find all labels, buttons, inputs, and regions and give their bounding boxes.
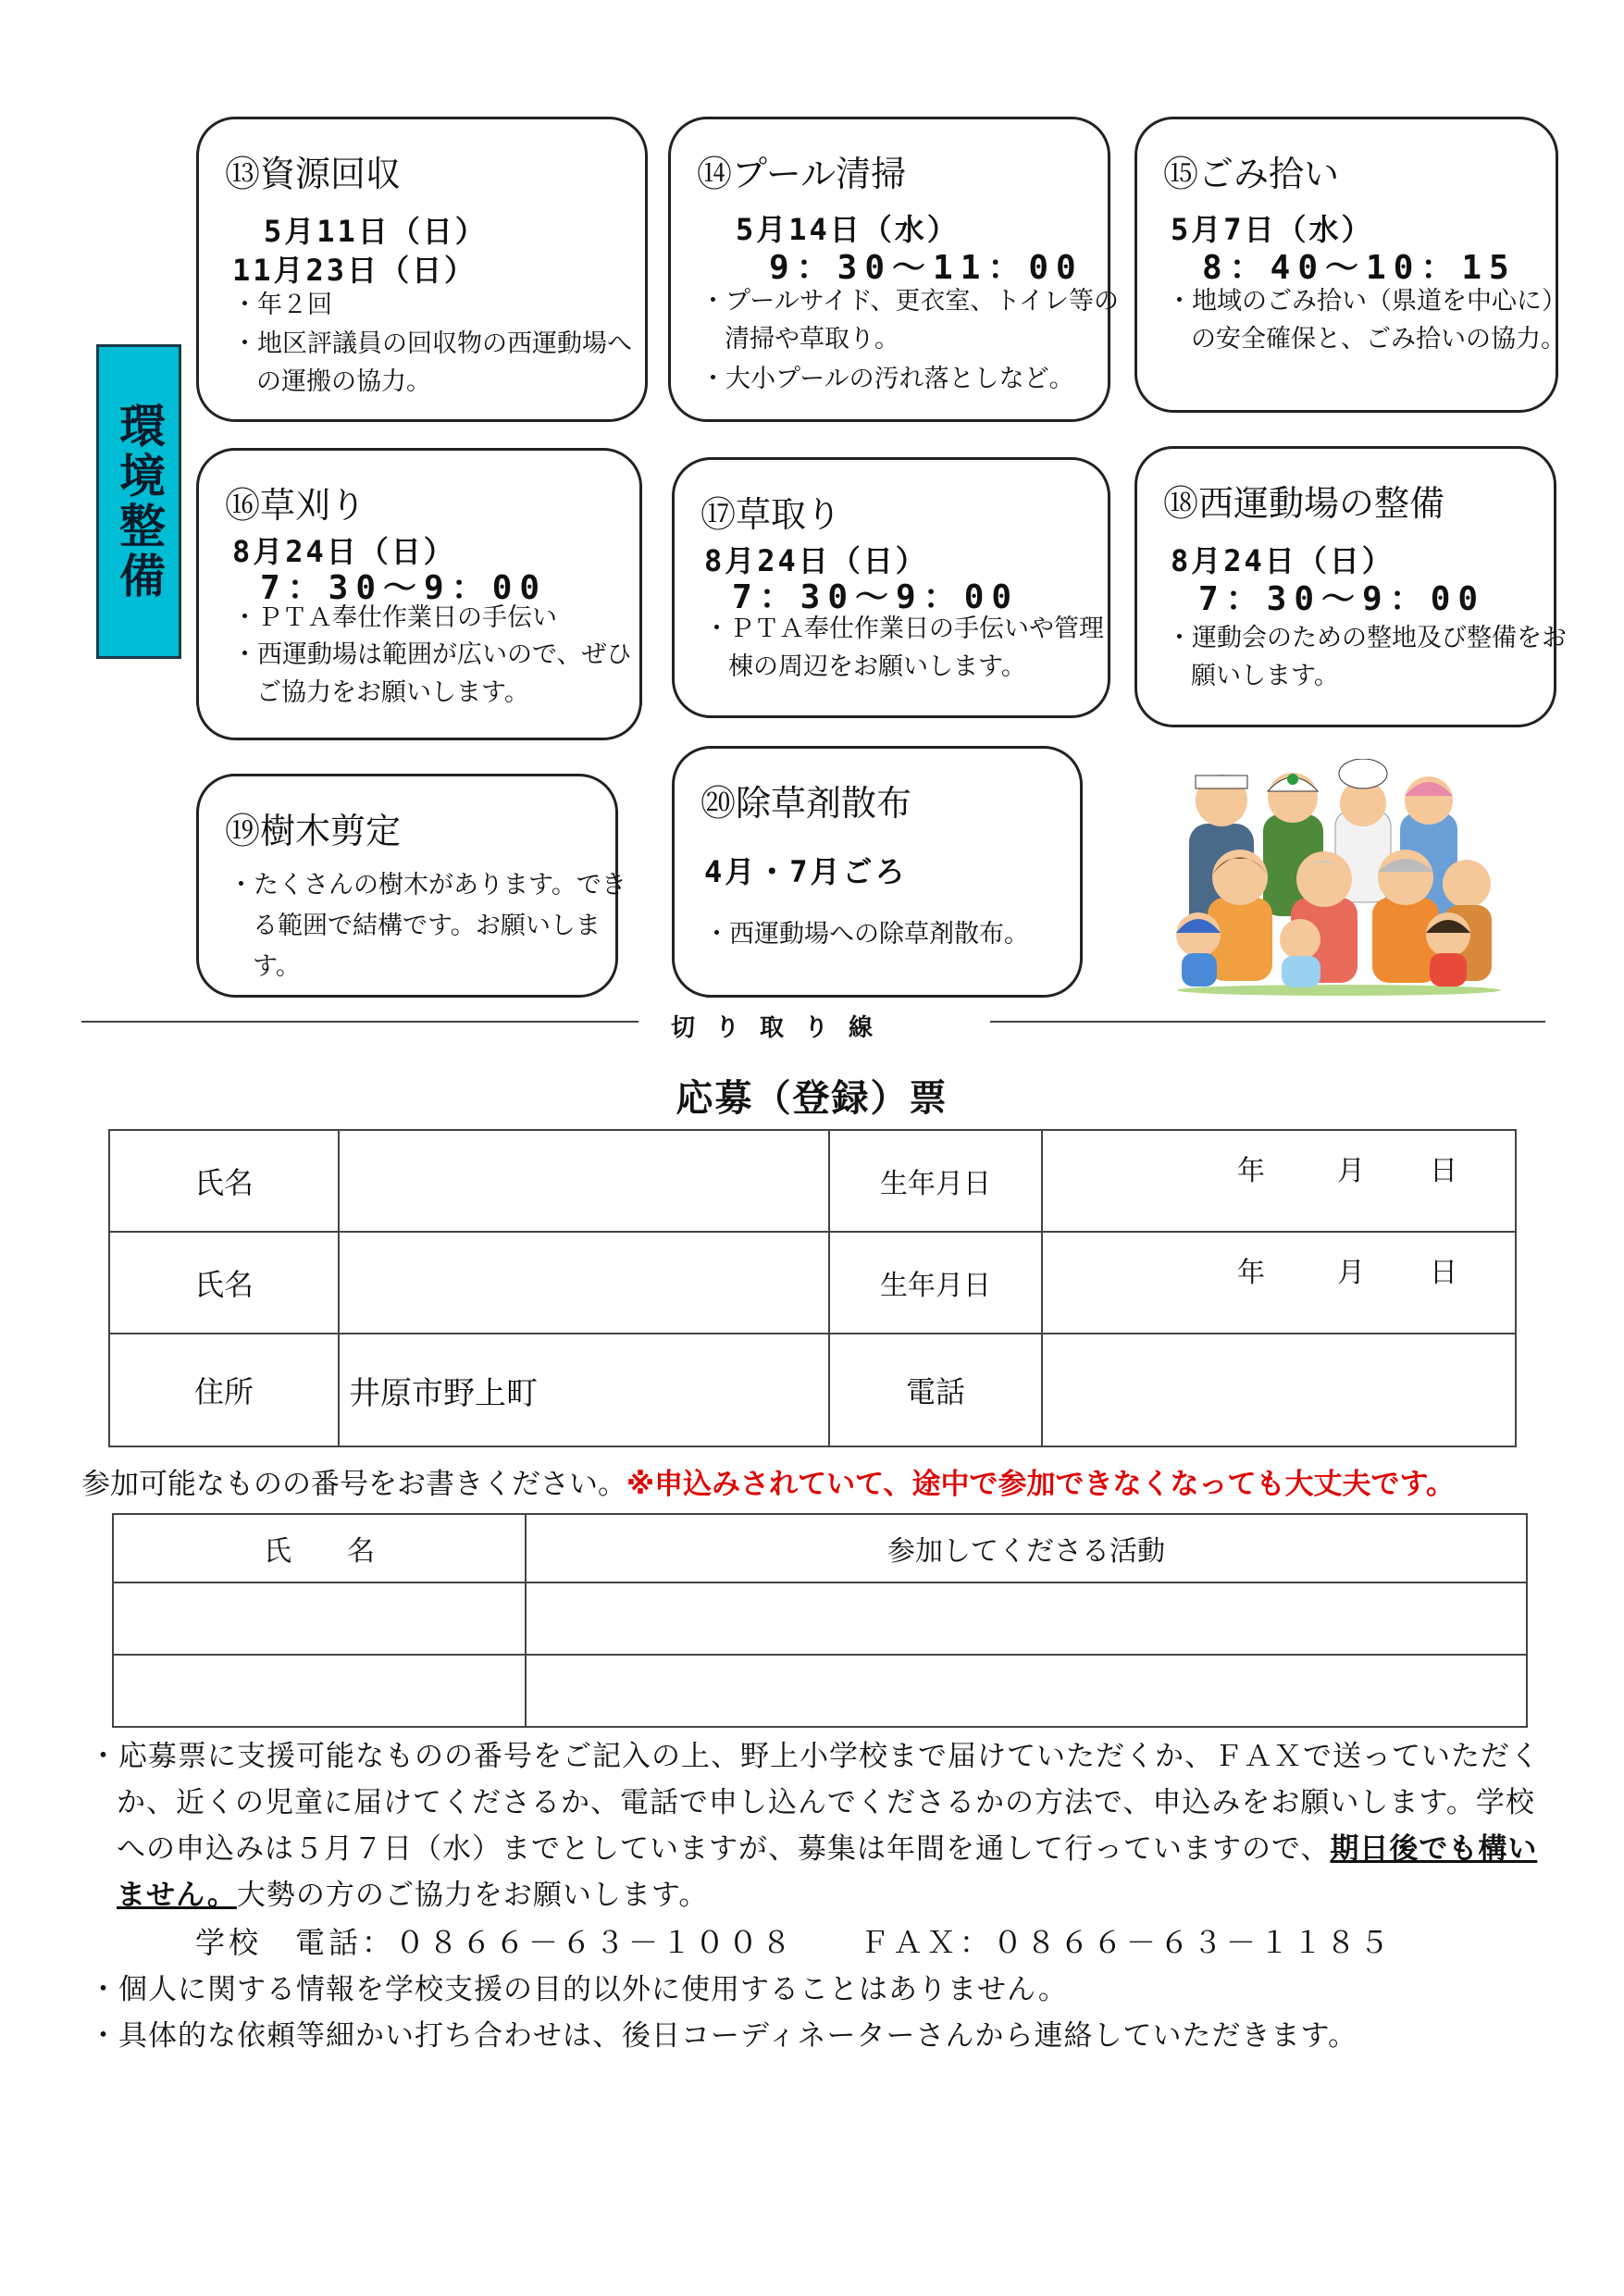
name-field[interactable] [339, 1130, 829, 1232]
column-header-activity: 参加してくださる活動 [526, 1514, 1527, 1582]
form-title: 応募（登録）票 [676, 1077, 948, 1120]
footer-note-emphasis: 期日後でも構いません。 [117, 1832, 1538, 1912]
footer-note-coordinator: ・具体的な依頼等細かい打ち合わせは、後日コーディネーターさんから連絡していただきます。 [89, 2019, 1358, 2053]
day-label: 日 [1430, 1257, 1457, 1289]
activity-title: ⑳除草剤散布 [700, 783, 912, 824]
instruction-line [81, 1460, 1455, 1502]
activity-title: ⑯草刈り [225, 485, 366, 526]
phone-field[interactable] [1042, 1334, 1516, 1446]
activity-note: ・プールサイド、更衣室、トイレ等の清掃や草取り。 [700, 287, 1119, 354]
activity-title: ⑱西運動場の整備 [1163, 483, 1445, 524]
activity-date: 8月24日（日） [232, 534, 456, 569]
activity-card-19 [196, 774, 626, 998]
activity-date: 5月7日（水） [1171, 212, 1374, 247]
activity-title: ⑲樹木剪定 [225, 811, 402, 851]
activity-title: ⑬資源回収 [225, 154, 402, 194]
year-label: 年 [1237, 1257, 1265, 1289]
footer-note-application [89, 1733, 1551, 1918]
family-group-illustration [1161, 759, 1518, 998]
activity-time: 7：30～9：00 [260, 569, 548, 607]
name-field[interactable] [339, 1232, 829, 1334]
activity-title: ⑮ごみ拾い [1163, 154, 1340, 194]
activity-time: 9：30～11：00 [769, 249, 1084, 287]
phone-label: 電話 [829, 1334, 1042, 1446]
name-label: 氏名 [109, 1232, 339, 1334]
school-fax: ＦＡＸ：０８６６－６３－１１８５ [860, 1925, 1394, 1960]
birthdate-field[interactable] [1042, 1232, 1516, 1334]
footer-note-text: 大勢の方のご協力をお願いします。 [236, 1879, 709, 1912]
month-label: 月 [1337, 1257, 1365, 1289]
registration-row-address [109, 1334, 1516, 1446]
footer-note-text: ・応募票に支援可能なものの番号をご記入の上、野上小学校まで届けていただくか、ＦＡＸで送っていただくか、近くの児童に届けてくださるか、電話で申し込んでくださるかの方法で、申込みをお願いします。学校への申込みは５月７日（水）までとしていますが、募集は年間を通して行っていますので、 [89, 1740, 1540, 1866]
activity-time: 8：40～10：15 [1202, 249, 1517, 287]
activity-time: 7：30～9：00 [1198, 580, 1486, 618]
activity-note: ・西運動場は範囲が広いので、ぜひご協力をお願いします。 [232, 640, 632, 707]
activity-table-header [113, 1514, 1527, 1582]
registration-table [108, 1129, 1517, 1447]
activity-note: ・地区評議員の回収物の西運動場への運搬の協力。 [232, 329, 632, 396]
activity-date: 8月24日（日） [1171, 543, 1395, 578]
activity-note: ・大小プールの汚れ落としなど。 [700, 365, 1074, 393]
activity-note: ・ＰＴＡ奉仕作業日の手伝いや管理棟の周辺をお願いします。 [704, 614, 1104, 681]
activity-note: ・西運動場への除草剤散布。 [704, 920, 1029, 949]
table-row [113, 1582, 1527, 1655]
activity-card-20 [672, 746, 1083, 998]
activity-note: ・たくさんの樹木があります。できる範囲で結構です。お願いします。 [229, 871, 626, 981]
activity-card-17 [672, 457, 1110, 718]
instruction-text: 参加可能なものの番号をお書きください。 [81, 1468, 626, 1501]
address-field[interactable]: 井原市野上町 [339, 1334, 829, 1446]
activity-title: ⑰草取り [700, 494, 842, 535]
birthdate-label: 生年月日 [829, 1232, 1042, 1334]
month-label: 月 [1337, 1155, 1365, 1187]
cut-line-left [81, 1021, 638, 1023]
participant-activity-field[interactable] [526, 1582, 1527, 1655]
registration-row-name-1 [109, 1130, 1516, 1232]
footer-notes [89, 1733, 1551, 2059]
section-label-environment: 環境整備 [96, 344, 181, 659]
activity-card-18 [1134, 446, 1567, 727]
activity-card-14 [668, 117, 1119, 422]
school-phone: 学校 電話：０８６６－６３－１００８ [195, 1925, 796, 1960]
cut-line-label: 切り取り線 [671, 1014, 894, 1042]
activity-date: 4月・7月ごろ [704, 854, 908, 889]
activity-table [112, 1513, 1528, 1728]
year-label: 年 [1237, 1155, 1265, 1187]
activity-date: 5月14日（水） [736, 212, 960, 247]
activity-title: ⑭プール清掃 [697, 154, 907, 194]
school-contact [89, 1918, 1551, 1967]
activity-date-second: 11月23日（日） [232, 253, 477, 288]
day-label: 日 [1430, 1155, 1457, 1187]
activity-note: ・地域のごみ拾い（県道を中心に）の安全確保と、ごみ拾いの協力。 [1167, 287, 1567, 354]
footer-note-privacy: ・個人に関する情報を学校支援の目的以外に使用することはありません。 [89, 1973, 1068, 2006]
birthdate-field[interactable] [1042, 1130, 1516, 1232]
activity-time: 7：30～9：00 [732, 578, 1020, 616]
activity-note: ・運動会のための整地及び整備をお願いします。 [1167, 624, 1567, 690]
activity-card-16 [196, 448, 642, 740]
activity-card-15 [1134, 117, 1567, 413]
birthdate-label: 生年月日 [829, 1130, 1042, 1232]
column-header-name: 氏 名 [113, 1514, 526, 1582]
activity-date: 5月11日（日） [264, 214, 488, 249]
registration-row-name-2 [109, 1232, 1516, 1334]
activity-card-13 [196, 117, 648, 422]
activity-note: ・年２回 [232, 291, 332, 319]
address-label: 住所 [109, 1334, 339, 1446]
participant-activity-field[interactable] [526, 1655, 1527, 1727]
cut-line-right [990, 1021, 1545, 1023]
instruction-note: ※申込みされていて、途中で参加できなくなっても大丈夫です。 [626, 1468, 1456, 1501]
name-label: 氏名 [109, 1130, 339, 1232]
participant-name-field[interactable] [113, 1582, 526, 1655]
activity-date: 8月24日（日） [704, 543, 928, 578]
activity-note: ・ＰＴＡ奉仕作業日の手伝い [232, 603, 557, 632]
table-row [113, 1655, 1527, 1727]
participant-name-field[interactable] [113, 1655, 526, 1727]
